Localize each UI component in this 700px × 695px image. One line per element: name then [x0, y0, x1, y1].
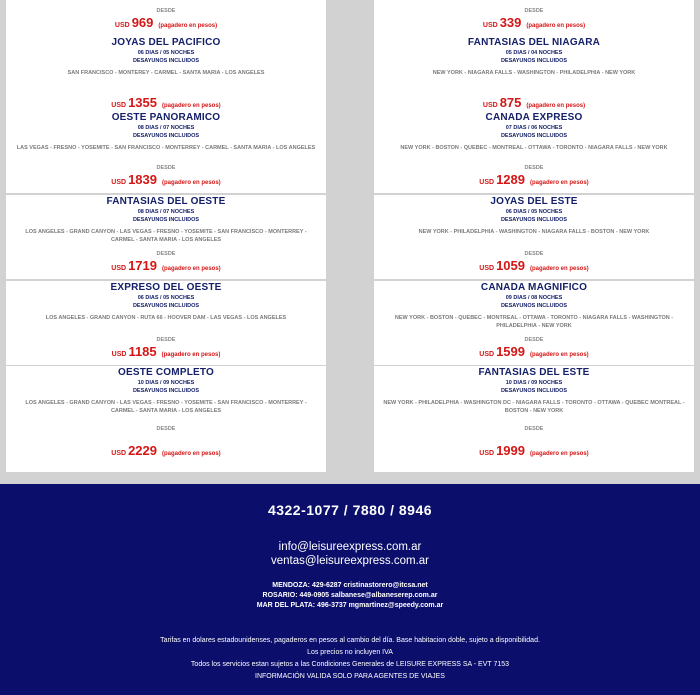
package-route: NEW YORK - PHILADELPHIA - WASHINGTON DC - NIAGARA FALLS - TORONTO - OTTAWA - QUEBEC MONTREAL - BOSTON - NEW YORK: [383, 400, 685, 414]
package-duration: 10 DIAS / 09 NOCHES: [505, 380, 563, 386]
package-duration: 08 DIAS / 07 NOCHES: [137, 209, 195, 215]
legal-line: Los precios no incluyen IVA: [307, 649, 393, 656]
desde-label: DESDE: [156, 426, 176, 432]
package-duration: 06 DIAS / 05 NOCHES: [505, 209, 563, 215]
desde-label: DESDE: [524, 251, 544, 257]
price: 1059: [496, 258, 525, 273]
price-note: (pagadero en pesos): [158, 23, 218, 29]
desde-label: DESDE: [156, 251, 176, 257]
price-note: (pagadero en pesos): [530, 352, 589, 358]
price-note: (pagadero en pesos): [530, 266, 589, 272]
package-title: JOYAS DEL ESTE: [490, 196, 578, 207]
legal-line: INFORMACIÓN VALIDA SOLO PARA AGENTES DE VIAJES: [255, 673, 445, 680]
package-card[interactable]: [374, 36, 694, 116]
package-duration: 06 DIAS / 05 NOCHES: [137, 50, 195, 56]
currency: USD: [479, 351, 495, 358]
price: 1599: [496, 344, 525, 359]
package-route: LOS ANGELES - GRAND CANYON - LAS VEGAS - FRESNO - YOSEMITE - SAN FRANCISCO - MONTERREY - CARMEL - SANTA MARIA - LOS ANGELES: [25, 229, 307, 243]
package-included: DESAYUNOS INCLUIDOS: [132, 388, 200, 394]
price-note: (pagadero en pesos): [162, 180, 221, 186]
package-route: LOS ANGELES - GRAND CANYON - RUTA 66 - HOOVER DAM - LAS VEGAS - LOS ANGELES: [45, 315, 287, 321]
price: 339: [499, 15, 522, 30]
currency: USD: [111, 450, 127, 457]
package-card-top-left[interactable]: [6, 0, 326, 36]
price-line: [6, 344, 326, 363]
price-line: [374, 15, 694, 34]
package-included: DESAYUNOS INCLUIDOS: [500, 58, 568, 64]
package-card[interactable]: [374, 195, 694, 279]
package-route: NEW YORK - PHILADELPHIA - WASHINGTON - NIAGARA FALLS - BOSTON - NEW YORK: [418, 229, 650, 235]
price: 1719: [128, 258, 157, 273]
legal-notes: [0, 635, 700, 683]
price-note: (pagadero en pesos): [526, 103, 586, 109]
package-title: OESTE PANORAMICO: [111, 112, 221, 123]
price: 1839: [128, 172, 157, 187]
package-included: DESAYUNOS INCLUIDOS: [500, 388, 568, 394]
branch-contacts: [0, 581, 700, 611]
footer: [0, 484, 700, 695]
currency: USD: [111, 265, 127, 272]
package-included: DESAYUNOS INCLUIDOS: [132, 58, 200, 64]
package-title: CANADA EXPRESO: [485, 112, 583, 123]
desde-label: DESDE: [524, 426, 544, 432]
package-title: FANTASIAS DEL ESTE: [478, 367, 590, 378]
desde-label: DESDE: [156, 165, 176, 171]
package-title: OESTE COMPLETO: [118, 367, 214, 378]
package-title: FANTASIAS DEL OESTE: [106, 196, 226, 207]
price: 875: [499, 95, 522, 110]
price-note: (pagadero en pesos): [526, 23, 586, 29]
email-info-link[interactable]: info@leisureexpress.com.ar: [278, 541, 422, 553]
currency: USD: [482, 102, 498, 109]
currency: USD: [111, 102, 127, 109]
price-line: [374, 172, 694, 191]
package-duration: 06 DIAS / 05 NOCHES: [137, 295, 195, 301]
currency: USD: [482, 22, 498, 29]
contact-mar-del-plata: MAR DEL PLATA: 496-3737 mgmartinez@speedy.com.ar: [256, 602, 444, 609]
price: 1185: [128, 344, 157, 359]
package-route: LOS ANGELES - GRAND CANYON - LAS VEGAS - FRESNO - YOSEMITE - SAN FRANCISCO - MONTERREY - CARMEL - SANTA MARIA - LOS ANGELES: [25, 400, 307, 414]
package-included: DESAYUNOS INCLUIDOS: [500, 217, 568, 223]
desde-label: DESDE: [156, 8, 176, 14]
legal-line: Todos los servicios estan sujetos a las Condiciones Generales de LEISURE EXPRESS SA - EVT 7153: [190, 661, 510, 668]
package-card[interactable]: [6, 195, 326, 279]
desde-label: DESDE: [524, 8, 544, 14]
package-included: DESAYUNOS INCLUIDOS: [132, 217, 200, 223]
price-note: (pagadero en pesos): [530, 451, 589, 457]
package-included: DESAYUNOS INCLUIDOS: [500, 133, 568, 139]
price-line: [6, 15, 326, 34]
package-route: NEW YORK - NIAGARA FALLS - WASHINGTON - PHILADELPHIA - NEW YORK: [432, 70, 636, 76]
price-line: [6, 443, 326, 462]
price-note: (pagadero en pesos): [162, 451, 221, 457]
currency: USD: [479, 450, 495, 457]
package-duration: 05 DIAS / 04 NOCHES: [505, 50, 563, 56]
package-card[interactable]: [374, 366, 694, 472]
desde-label: DESDE: [524, 337, 544, 343]
package-included: DESAYUNOS INCLUIDOS: [132, 303, 200, 309]
price: 1999: [496, 443, 525, 458]
package-title: JOYAS DEL PACIFICO: [111, 37, 221, 48]
package-route: NEW YORK - BOSTON - QUEBEC - MONTREAL - OTTAWA - TORONTO - NIAGARA FALLS - WASHINGTON - PHILADELPHIA - NEW YORK: [394, 315, 674, 329]
package-card-top-right[interactable]: [374, 0, 694, 36]
currency: USD: [479, 265, 495, 272]
package-card[interactable]: [374, 111, 694, 193]
price: 2229: [128, 443, 157, 458]
currency: USD: [114, 22, 130, 29]
package-title: CANADA MAGNIFICO: [480, 282, 588, 293]
contact-rosario: ROSARIO: 449-0905 salbanese@albaneserep.com.ar: [262, 592, 438, 599]
price-note: (pagadero en pesos): [162, 266, 221, 272]
package-route: LAS VEGAS - FRESNO - YOSEMITE - SAN FRANCISCO - MONTERREY - CARMEL - SANTA MARIA - LOS ANGELES: [16, 145, 316, 151]
package-card[interactable]: [6, 366, 326, 472]
package-route: NEW YORK - BOSTON - QUEBEC - MONTREAL - OTTAWA - TORONTO - NIAGARA FALLS - NEW YORK: [400, 145, 668, 151]
phone-numbers: 4322-1077 / 7880 / 8946: [267, 502, 433, 518]
package-duration: 07 DIAS / 06 NOCHES: [505, 125, 563, 131]
price-note: (pagadero en pesos): [161, 352, 221, 358]
price-line: [6, 258, 326, 277]
desde-label: DESDE: [156, 337, 176, 343]
package-title: EXPRESO DEL OESTE: [110, 282, 222, 293]
package-card[interactable]: [374, 281, 694, 365]
package-duration: 08 DIAS / 07 NOCHES: [137, 125, 195, 131]
currency: USD: [479, 179, 495, 186]
price-line: [374, 258, 694, 277]
currency: USD: [111, 351, 127, 358]
legal-line: Tarifas en dolares estadounidenses, pagaderos en pesos al cambio del día. Base habitacion doble, sujeto a disponibilidad.: [160, 637, 540, 644]
package-card[interactable]: [6, 36, 326, 116]
package-card[interactable]: [6, 111, 326, 193]
price-note: (pagadero en pesos): [162, 103, 221, 109]
package-included: DESAYUNOS INCLUIDOS: [500, 303, 568, 309]
price-line: [6, 172, 326, 191]
price-note: (pagadero en pesos): [530, 180, 589, 186]
price: 969: [131, 15, 154, 30]
package-included: DESAYUNOS INCLUIDOS: [132, 133, 200, 139]
contact-mendoza: MENDOZA: 429-6287 cristinastorero@itcsa.net: [272, 582, 428, 589]
package-card[interactable]: [6, 281, 326, 365]
desde-label: DESDE: [524, 165, 544, 171]
package-duration: 10 DIAS / 09 NOCHES: [137, 380, 195, 386]
email-ventas-link[interactable]: ventas@leisureexpress.com.ar: [270, 555, 430, 567]
package-route: SAN FRANCISCO - MONTEREY - CARMEL - SANTA MARIA - LOS ANGELES: [67, 70, 265, 76]
package-title: FANTASIAS DEL NIAGARA: [467, 37, 601, 48]
price: 1355: [128, 95, 157, 110]
currency: USD: [111, 179, 127, 186]
price-line: [374, 443, 694, 462]
price-line: [374, 344, 694, 363]
package-duration: 09 DIAS / 08 NOCHES: [505, 295, 563, 301]
price: 1289: [496, 172, 525, 187]
